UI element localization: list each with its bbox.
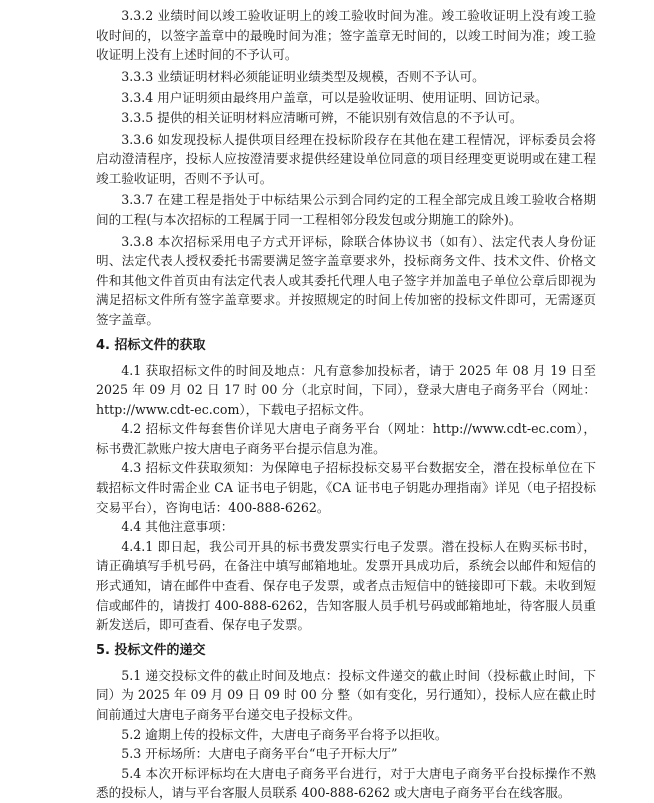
clause-4-4: 4.4 其他注意事项： — [121, 519, 234, 535]
clause-4-1: 4.1 获取招标文件的时间及地点：凡有意参加投标者，请于 2025 年 08 月 19 日至 2025 年 09 月 02 日 17 时 00 分（北京时间，下同），登录大唐电子商务平台（网址：http://www.cdt-ec.com），下载电子招标文件。 — [96, 362, 596, 417]
clause-5-4: 5.4 本次开标评标均在大唐电子商务平台进行，对于大唐电子商务平台投标操作不熟悉的投标人，请与平台客服人员联系 400-888-6262 或大唐电子商务平台在线客服。 — [96, 765, 596, 801]
clause-4-2: 4.2 招标文件每套售价详见大唐电子商务平台（网址：http://www.cdt-ec.com），标书费汇款账户按大唐电子商务平台提示信息为准。 — [96, 421, 596, 456]
clause-3-3-2: 3.3.2 业绩时间以竣工验收证明上的竣工验收时间为准。竣工验收证明上没有竣工验收时间的，以签字盖章中的最晚时间为准；签字盖章无时间的，以竣工时间为准；竣工验收证明上没有上述时间的不予认可。 — [96, 8, 596, 63]
clause-3-3-3: 3.3.3 业绩证明材料必须能证明业绩类型及规模，否则不予认可。 — [121, 68, 485, 84]
section-5-heading: 5. 投标文件的递交 — [96, 642, 206, 658]
clause-3-3-7: 3.3.7 在建工程是指处于中标结果公示到合同约定的工程全部完成且竣工验收合格期间的工程(与本次招标的工程属于同一工程相邻分段发包或分期施工的除外)。 — [96, 192, 596, 227]
clause-3-3-8: 3.3.8 本次招标采用电子方式开评标，除联合体协议书（如有）、法定代表人身份证明、法定代表人授权委托书需要满足签字盖章要求外，投标商务文件、技术文件、价格文件和其他文件首页由有法定代表人或其委托代理人电子签字并加盖电子单位公章后即视为满足招标文件所有签字盖章要求。并按照规定的时间上传加密的投标文件即可，无需逐页签字盖章。 — [96, 233, 596, 327]
clause-3-3-4: 3.3.4 用户证明须由最终用户盖章，可以是验收证明、使用证明、回访记录。 — [121, 90, 548, 106]
clause-3-3-6: 3.3.6 如发现投标人提供项目经理在投标阶段存在其他在建工程情况，评标委员会将启动澄清程序，投标人应按澄清要求提供经建设单位同意的项目经理变更说明或在建工程竣工验收证明，否则不予认可。 — [96, 131, 596, 186]
clause-5-1: 5.1 递交投标文件的截止时间及地点：投标文件递交的截止时间（投标截止时间，下同）为 2025 年 09 月 09 日 09 时 00 分 整（如有变化，另行通知），投标人应在截止时间前通过大唐电子商务平台递交电子投标文件。 — [96, 667, 596, 722]
section-4-heading: 4. 招标文件的获取 — [96, 337, 206, 353]
clause-5-3: 5.3 开标场所：大唐电子商务平台“电子开标大厅” — [121, 746, 398, 762]
clause-4-4-1: 4.4.1 即日起，我公司开具的标书费发票实行电子发票。潜在投标人在购买标书时，请正确填写手机号码，在备注中填写邮箱地址。发票开具成功后，系统会以邮件和短信的形式通知，请在邮件中查看、保存电子发票，或者点击短信中的链接即可下载。未收到短信或邮件的，请拨打 400-888-6262，告知客服人员手机号码或邮箱地址，待客服人员重新发送后，即可查看、保存电子发票。 — [96, 538, 596, 633]
clause-4-3: 4.3 招标文件获取须知：为保障电子招标投标交易平台数据安全，潜在投标单位在下载招标文件时需企业 CA 证书电子钥匙，《CA 证书电子钥匙办理指南》详见（电子招投标交易平台），咨询电话：400-888-6262。 — [96, 460, 596, 515]
clause-5-2: 5.2 逾期上传的投标文件，大唐电子商务平台将予以拒收。 — [121, 726, 448, 742]
clause-3-3-5: 3.3.5 提供的相关证明材料应清晰可辨，不能识别有效信息的不予认可。 — [121, 109, 523, 125]
